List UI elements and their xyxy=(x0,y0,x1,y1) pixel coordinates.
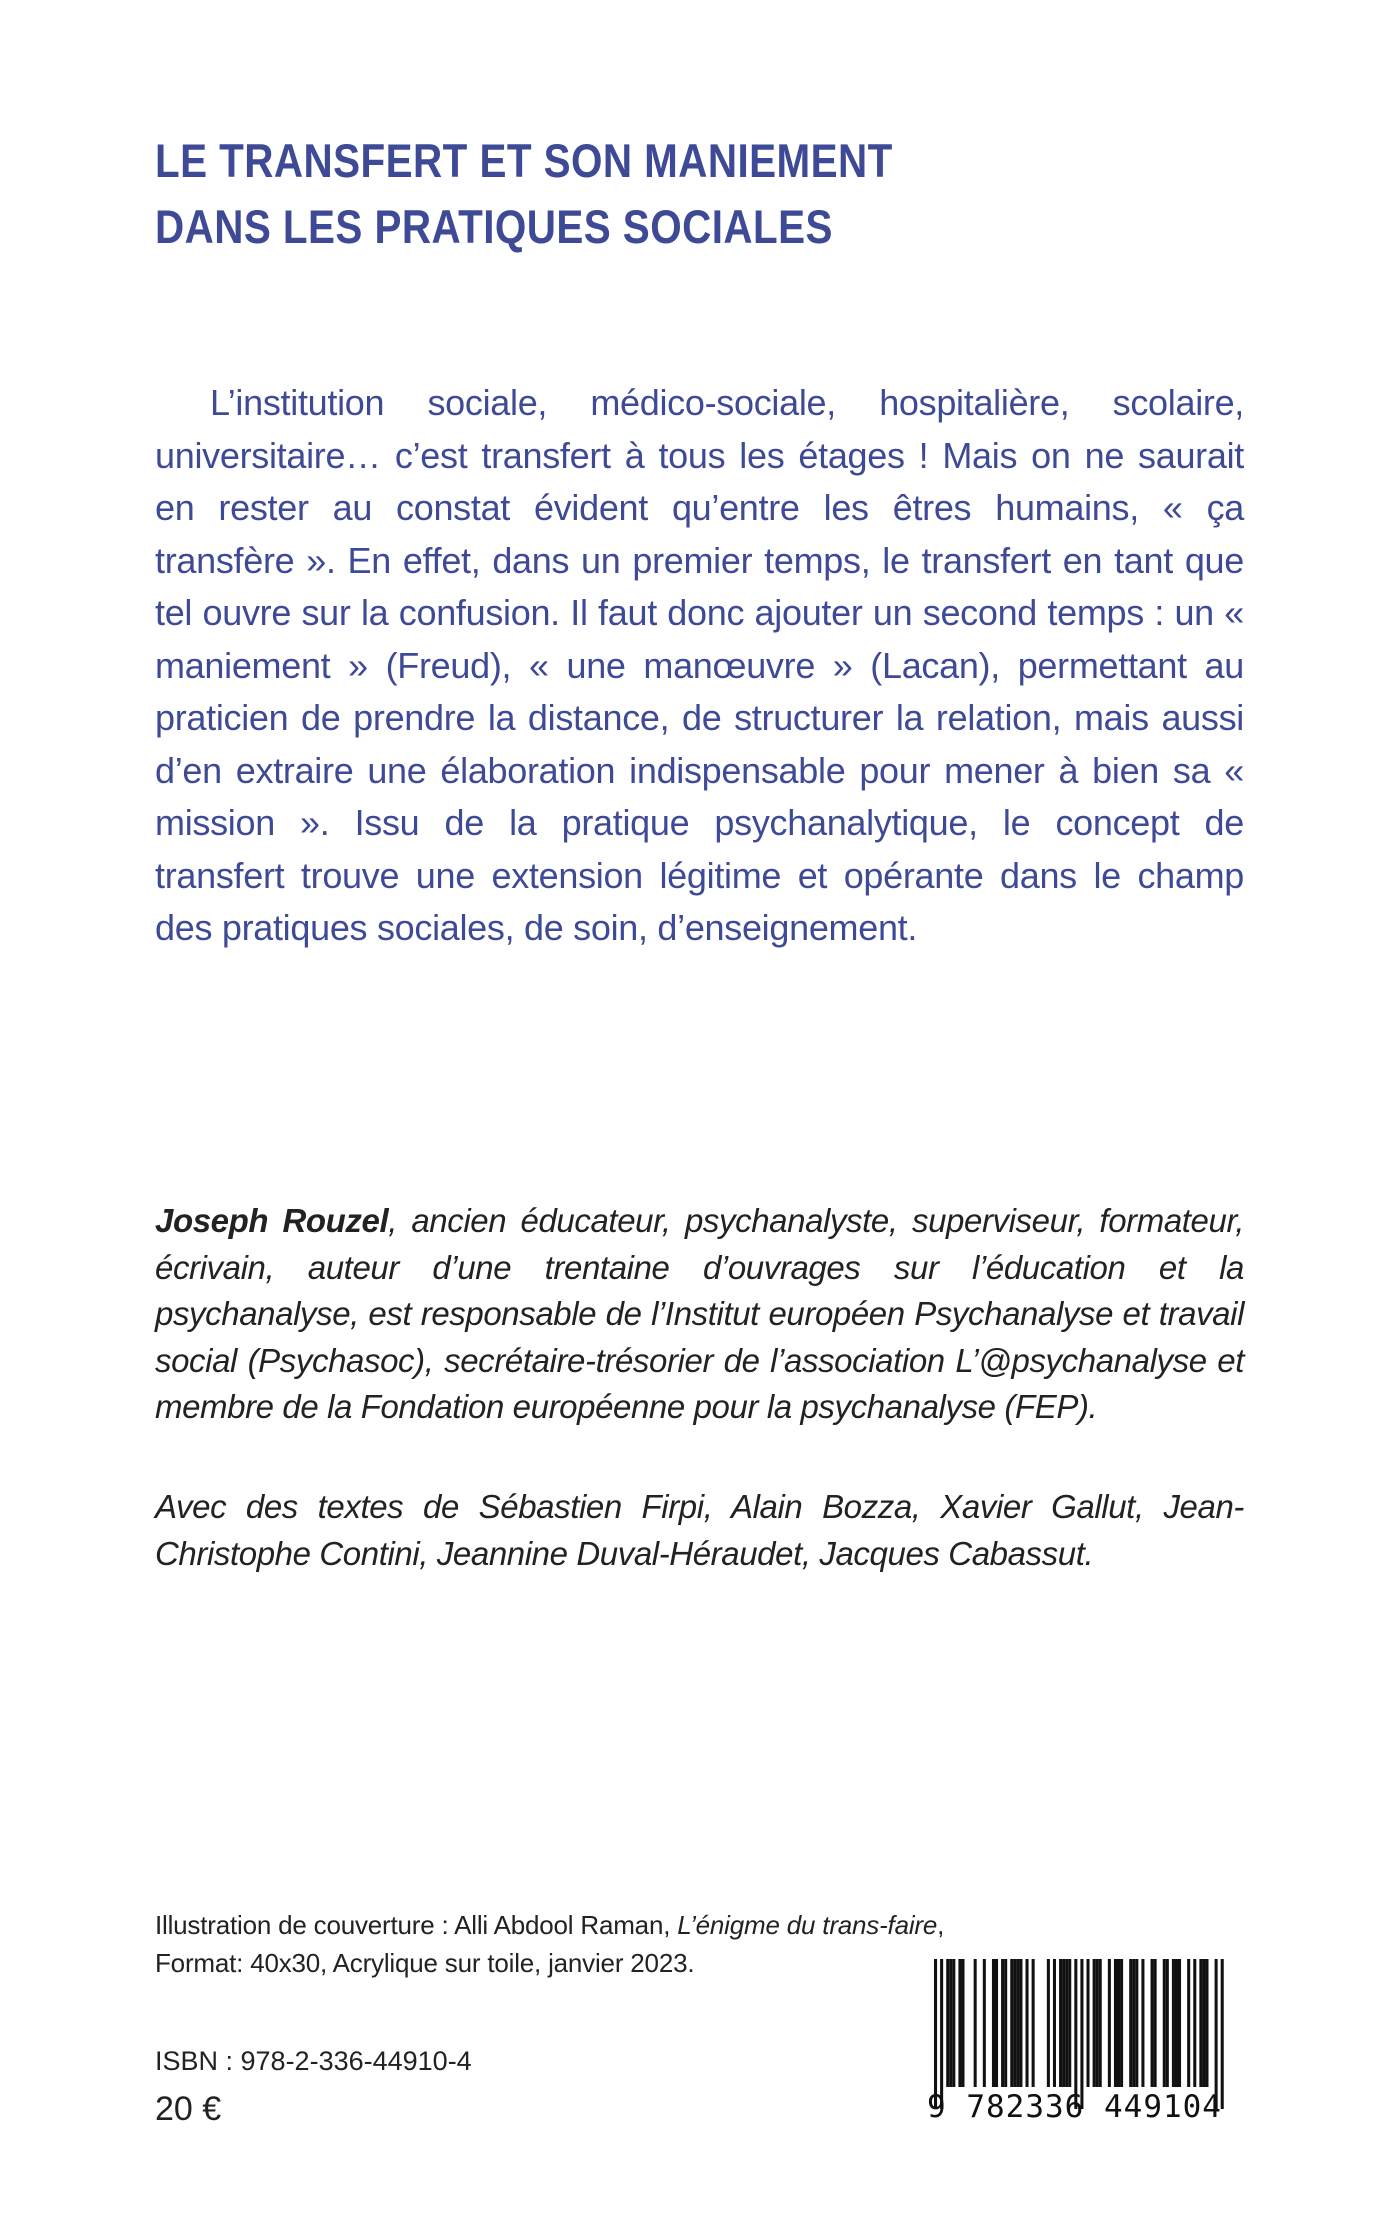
barcode-bar xyxy=(1178,1959,1181,2087)
barcode-bar xyxy=(1120,1959,1123,2087)
author-bio xyxy=(155,1198,1244,1431)
barcode-bar xyxy=(1114,1959,1117,2087)
barcode-bar xyxy=(1135,1959,1138,2087)
barcode-bar xyxy=(1093,1959,1096,2087)
barcode-bar xyxy=(1032,1959,1035,2087)
author-bio-text: , ancien éducateur, psychanalyste, superviseur, formateur, écrivain, auteur d’une trentaine d’ouvrages sur l’éducation et la psychanalyse, est responsable de l’Institut européen Psychanalyse et travail social (Psychasoc), secrétaire-trésorier de l’association L’@psychanalyse et membre de la Fondation européenne pour la psychanalyse (FEP). xyxy=(155,1202,1244,1425)
barcode-bar xyxy=(1151,1959,1154,2087)
barcode-bar xyxy=(1099,1959,1102,2087)
barcode-bar xyxy=(1019,1959,1022,2087)
barcode xyxy=(912,1955,1237,2135)
barcode-digits: 9 782336 449104 xyxy=(927,2089,1222,2125)
barcode-bar xyxy=(1047,1959,1050,2087)
credit-work-title: L’énigme du trans-faire xyxy=(677,1910,938,1940)
barcode-bar xyxy=(961,1959,964,2087)
barcode-bar xyxy=(1108,1959,1111,2087)
barcode-bar xyxy=(1096,1959,1099,2087)
barcode-bar xyxy=(1163,1959,1166,2087)
barcode-bar xyxy=(1065,1959,1068,2087)
barcode-bar xyxy=(1004,1959,1007,2087)
barcode-bar xyxy=(1117,1959,1120,2087)
barcode-bar xyxy=(1175,1959,1178,2087)
barcode-bar xyxy=(1172,1959,1175,2087)
barcode-bar xyxy=(1132,1959,1135,2087)
barcode-bar xyxy=(1154,1959,1157,2087)
credit-format: Format: 40x30, Acrylique sur toile, janvier 2023. xyxy=(155,1948,695,1978)
barcode-bar xyxy=(1059,1959,1062,2087)
barcode-bar xyxy=(1016,1959,1019,2087)
book-title-line-1: LE TRANSFERT ET SON MANIEMENT xyxy=(155,134,893,187)
barcode-bar xyxy=(1010,1959,1013,2087)
book-title-line-2: DANS LES PRATIQUES SOCIALES xyxy=(155,200,833,253)
barcode-bar xyxy=(1205,1959,1208,2087)
barcode-bar xyxy=(1013,1959,1016,2087)
price: 20 € xyxy=(155,2090,222,2128)
book-blurb: L’institution sociale, médico-sociale, hospitalière, scolaire, universitaire… c’est transfert à tous les étages ! Mais on ne saurait en rester au constat évident qu’entre les êtres humains, « ça transfère ». En effet, dans un premier temps, le transfert en tant que tel ouvre sur la confusion. Il faut donc ajouter un second temps : un « maniement » (Freud), « une manœuvre » (Lacan), permettant au praticien de prendre la distance, de structurer la relation, mais aussi d’en extraire une élaboration indispensable pour mener à bien sa « mission ». Issu de la pratique psychanalytique, le concept de transfert trouve une extension légitime et opérante dans le champ des pratiques sociales, de soin, d’enseignement. xyxy=(155,382,1244,948)
barcode-bar xyxy=(949,1959,952,2087)
barcode-bar xyxy=(1187,1959,1190,2087)
barcode-bar xyxy=(1053,1959,1056,2087)
book-title xyxy=(155,128,893,260)
barcode-bar xyxy=(1141,1959,1144,2087)
barcode-bar xyxy=(952,1959,955,2087)
contributors: Avec des textes de Sébastien Firpi, Alain Bozza, Xavier Gallut, Jean-Christophe Contini, Jeannine Duval-Héraudet, Jacques Cabassut. xyxy=(155,1488,1244,1572)
barcode-bar xyxy=(1068,1959,1071,2087)
barcode-bar xyxy=(1026,1959,1029,2087)
barcode-bar xyxy=(1001,1959,1004,2087)
barcode-bar xyxy=(1202,1959,1205,2087)
barcode-bar xyxy=(1087,1959,1090,2087)
credit-suffix: , xyxy=(937,1910,945,1940)
credit-prefix: Illustration de couverture : Alli Abdool Raman, xyxy=(155,1910,678,1940)
barcode-bar xyxy=(983,1959,986,2087)
illustration-credit xyxy=(155,1906,944,1982)
isbn: ISBN : 978-2-336-44910-4 xyxy=(155,2046,472,2076)
barcode-bar xyxy=(1166,1959,1169,2087)
barcode-bar xyxy=(974,1959,977,2087)
barcode-bar xyxy=(992,1959,995,2087)
barcode-bar xyxy=(946,1959,949,2087)
barcode-bar xyxy=(1129,1959,1132,2087)
barcode-bar xyxy=(1062,1959,1065,2087)
barcode-bar xyxy=(958,1959,961,2087)
author-name: Joseph Rouzel xyxy=(155,1202,389,1239)
barcode-bar xyxy=(1199,1959,1202,2087)
barcode-bar xyxy=(1193,1959,1196,2087)
barcode-bar xyxy=(995,1959,998,2087)
